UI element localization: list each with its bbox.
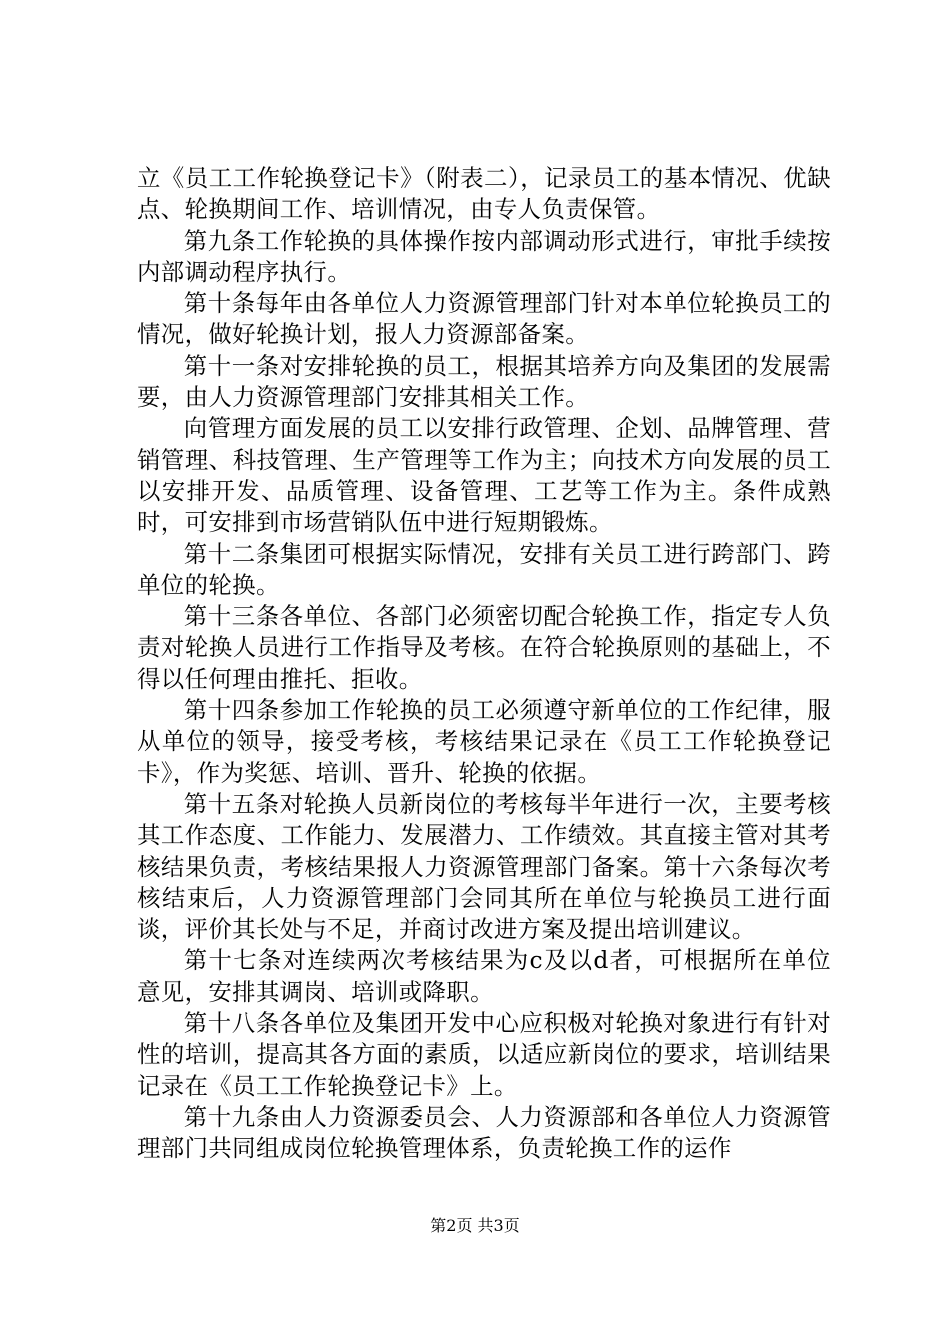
- page-number-label: 第2页 共3页: [430, 1216, 520, 1235]
- paragraph-1: 立《员工工作轮换登记卡》（附表二），记录员工的基本情况、优缺点、轮换期间工作、培训情况，由专人负责保管。: [137, 164, 831, 224]
- paragraph-development-direction: 向管理方面发展的员工以安排行政管理、企划、品牌管理、营销管理、科技管理、生产管理等工作为主；向技术方向发展的员工以安排开发、品质管理、设备管理、工艺等工作为主。条件成熟时，可安排到市场营销队伍中进行短期锻炼。: [137, 414, 831, 537]
- paragraph-article-13: 第十三条各单位、各部门必须密切配合轮换工作，指定专人负责对轮换人员进行工作指导及考核。在符合轮换原则的基础上，不得以任何理由推托、拒收。: [137, 602, 831, 693]
- paragraph-article-10: 第十条每年由各单位人力资源管理部门针对本单位轮换员工的情况，做好轮换计划，报人力资源部备案。: [137, 289, 831, 349]
- paragraph-article-19: 第十九条由人力资源委员会、人力资源部和各单位人力资源管理部门共同组成岗位轮换管理体系，负责轮换工作的运作: [137, 1102, 831, 1163]
- paragraph-article-18: 第十八条各单位及集团开发中心应积极对轮换对象进行有针对性的培训，提高其各方面的素质，以适应新岗位的要求，培训结果记录在《员工工作轮换登记卡》上。: [137, 1009, 831, 1100]
- paragraph-article-14: 第十四条参加工作轮换的员工必须遵守新单位的工作纪律，服从单位的领导，接受考核，考核结果记录在《员工工作轮换登记卡》，作为奖惩、培训、晋升、轮换的依据。: [137, 696, 831, 787]
- document-body: [137, 163, 831, 1165]
- paragraph-article-9: 第九条工作轮换的具体操作按内部调动形式进行，审批手续按内部调动程序执行。: [137, 226, 831, 286]
- paragraph-article-17: 第十七条对连续两次考核结果为c及以d者，可根据所在单位意见，安排其调岗、培训或降职。: [137, 946, 831, 1006]
- paragraph-article-11: 第十一条对安排轮换的员工，根据其培养方向及集团的发展需要，由人力资源管理部门安排其相关工作。: [137, 351, 831, 412]
- page-footer: [0, 1216, 950, 1236]
- paragraph-article-15: 第十五条对轮换人员新岗位的考核每半年进行一次，主要考核其工作态度、工作能力、发展潜力、工作绩效。其直接主管对其考核结果负责，考核结果报人力资源管理部门备案。第十六条每次考核结束后，人力资源管理部门会同其所在单位与轮换员工进行面谈，评价其长处与不足，并商讨改进方案及提出培训建议。: [137, 789, 831, 944]
- paragraph-article-12: 第十二条集团可根据实际情况，安排有关员工进行跨部门、跨单位的轮换。: [137, 539, 831, 599]
